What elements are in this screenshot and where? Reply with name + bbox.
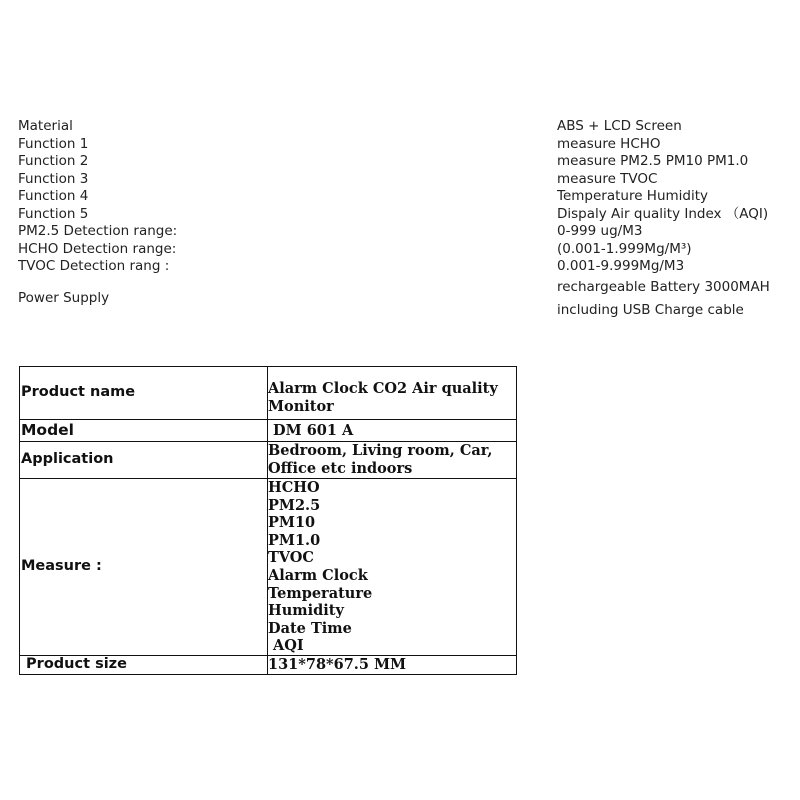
- table-row-product-name: [20, 367, 517, 420]
- measure-item: PM2.5: [268, 496, 321, 514]
- table-row-measure: [20, 479, 517, 656]
- spec-value-power-supply: rechargeable Battery 3000MAH: [557, 279, 770, 295]
- spec-value-function-4: Temperature Humidity: [557, 188, 709, 204]
- measure-item: HCHO: [268, 479, 320, 496]
- spec-value-function-1: measure HCHO: [557, 135, 661, 152]
- product-name-label: Product name: [20, 367, 268, 420]
- spec-label-hcho-range: HCHO Detection range:: [18, 240, 177, 257]
- application-value: [268, 442, 517, 479]
- product-name-value: [268, 367, 517, 420]
- spec-label-function-5: Function 5: [18, 205, 89, 222]
- measure-item: AQI: [268, 637, 304, 655]
- measure-item: Temperature: [268, 584, 373, 602]
- spec-value-tvoc-range: 0.001-9.999Mg/M3: [557, 258, 685, 274]
- measure-item: Date Time: [268, 619, 352, 637]
- spec-value-function-3: measure TVOC: [557, 170, 658, 187]
- spec-value-function-2: measure PM2.5 PM10 PM1.0: [557, 153, 749, 169]
- measure-label: Measure :: [20, 479, 268, 656]
- spec-label-function-1: Function 1: [18, 135, 89, 152]
- spec-label-power-supply: Power Supply: [18, 290, 110, 306]
- model-value: DM 601 A: [268, 420, 517, 442]
- table-row-product-size: [20, 655, 517, 674]
- product-size-label: Product size: [20, 655, 268, 674]
- measure-value: [268, 479, 517, 656]
- measure-item: Alarm Clock: [268, 566, 368, 584]
- product-name-line-2: Monitor: [268, 398, 334, 415]
- product-table: [19, 366, 517, 675]
- spec-label-material: Material: [18, 118, 73, 134]
- model-label: Model: [20, 420, 268, 442]
- table-row-model: [20, 420, 517, 442]
- spec-label-function-4: Function 4: [18, 188, 89, 204]
- product-name-line-1: Alarm Clock CO2 Air quality: [268, 380, 498, 398]
- application-label: Application: [20, 442, 268, 479]
- specification-list: [0, 0, 800, 340]
- spec-label-tvoc-range: TVOC Detection rang :: [18, 258, 170, 274]
- measure-item: TVOC: [268, 549, 314, 567]
- spec-label-pm25-range: PM2.5 Detection range:: [18, 223, 178, 239]
- spec-value-power-supply-cable: including USB Charge cable: [557, 301, 744, 318]
- table-row-application: [20, 442, 517, 479]
- application-line-2: Office etc indoors: [268, 460, 413, 477]
- application-line-1: Bedroom, Living room, Car,: [268, 442, 493, 460]
- spec-value-function-5: Dispaly Air quality Index （AQI): [557, 205, 769, 222]
- measure-item: Humidity: [268, 602, 344, 620]
- spec-value-pm25-range: 0-999 ug/M3: [557, 223, 643, 239]
- measure-item: PM1.0: [268, 531, 321, 549]
- spec-value-material: ABS + LCD Screen: [557, 118, 682, 134]
- product-size-value: 131*78*67.5 MM: [268, 655, 517, 674]
- measure-item: PM10: [268, 514, 316, 532]
- spec-label-function-2: Function 2: [18, 153, 89, 169]
- spec-value-hcho-range: (0.001-1.999Mg/M³): [557, 240, 692, 257]
- spec-label-function-3: Function 3: [18, 170, 89, 187]
